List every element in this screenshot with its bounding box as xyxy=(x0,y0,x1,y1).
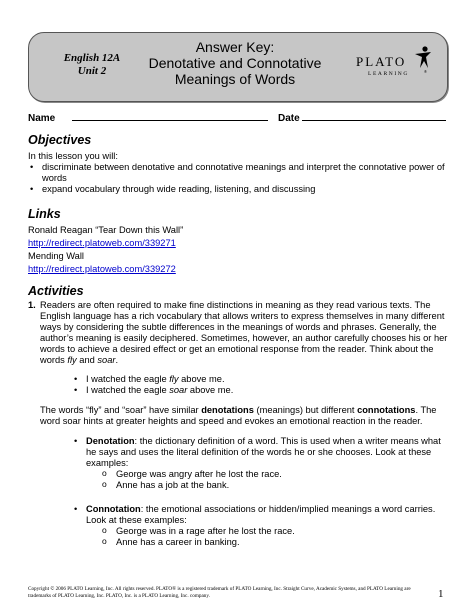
denotation-item: • Denotation: the dictionary definition of a word. This is used when a writer means what he says and uses the literal definition of the words he or she chooses. Look at these examples: o George was angry after he lost the race. o Anne has a job at the bank. xyxy=(72,436,448,491)
date-field[interactable] xyxy=(278,111,446,124)
objectives-intro: In this lesson you will: xyxy=(28,151,118,161)
name-line[interactable] xyxy=(72,111,268,121)
registered-mark: ® xyxy=(424,69,427,74)
date-label: Date xyxy=(278,113,300,124)
list-item: • expand vocabulary through wide reading, listening, and discussing xyxy=(28,184,448,195)
title-line-3: Meanings of Words xyxy=(174,71,296,87)
list-item: • I watched the eagle soar above me. xyxy=(72,385,448,396)
page-number: 1 xyxy=(438,588,444,600)
denotation-examples xyxy=(102,469,448,491)
links-section xyxy=(28,207,448,276)
course-name: English 12A xyxy=(63,52,121,64)
activity-paragraph-1: Readers are often required to make fine distinctions in meaning as they read various texts. The English language has a rich vocabulary that allows writers to express themselves in many different ways by considering the subtle differences in the meanings of words and phrases. Generally, the author’s meaning is easily deciphered. Sometimes, however, an author carefully chooses his or her words to achieve a desired effect or get an emotional response from the reader. Think about the words fly and soar. xyxy=(40,300,448,365)
name-label: Name xyxy=(28,113,56,124)
logo-sub-text: LEARNING xyxy=(368,71,409,77)
link-title: Mending Wall xyxy=(28,251,84,261)
name-field[interactable] xyxy=(28,111,268,124)
link-title: Ronald Reagan “Tear Down this Wall” xyxy=(28,225,184,235)
plato-logo xyxy=(356,44,434,84)
objectives-section xyxy=(28,133,448,195)
link-url[interactable]: http://redirect.platoweb.com/339272 xyxy=(28,264,176,274)
unit-name: Unit 2 xyxy=(77,65,107,77)
activities-section xyxy=(28,284,448,548)
course-label xyxy=(52,52,132,78)
star-person-icon xyxy=(414,44,432,70)
activities-heading: Activities xyxy=(28,284,84,298)
list-item: o Anne has a career in banking. xyxy=(102,537,448,548)
connotation-examples xyxy=(102,526,448,548)
list-item: • discriminate between denotative and connotative meanings and interpret the connotative power of words xyxy=(28,162,448,184)
objectives-list xyxy=(28,162,448,195)
activity-paragraph-2: The words “fly” and “soar” have similar denotations (meanings) but different connotations. The word soar hints at greater heights and speed and evokes an emotional reaction in the reader. xyxy=(40,405,437,426)
logo-main-text: PLATO xyxy=(356,54,407,69)
objectives-heading: Objectives xyxy=(28,133,92,147)
list-item: • I watched the eagle fly above me. xyxy=(72,374,448,385)
title-line-2: Denotative and Connotative xyxy=(148,55,322,71)
title-line-1: Answer Key: xyxy=(195,39,275,55)
example-list xyxy=(72,374,448,396)
copyright-footer: Copyright © 2006 PLATO Learning, Inc. All rights reserved. PLATO® is a registered trademark of PLATO Learning, Inc. Straight Curve, Academic Systems, and PLATO Learning are trademarks of PLATO Learning, Inc. PLATO, Inc. is a PLATO Learning, Inc. company. xyxy=(28,586,411,599)
connotation-item: • Connotation: the emotional associations or hidden/implied meanings a word carries. Look at these examples: o George was in a rage after he lost the race. o Anne has a career in banking. xyxy=(72,504,448,548)
links-heading: Links xyxy=(28,207,61,221)
list-item: o George was angry after he lost the race. xyxy=(102,469,448,480)
connotation-list xyxy=(72,504,448,548)
link-url[interactable]: http://redirect.platoweb.com/339271 xyxy=(28,238,176,248)
page-title xyxy=(140,39,330,87)
denotation-list xyxy=(72,436,448,491)
activity-number: 1. xyxy=(28,300,36,310)
list-item: o George was in a rage after he lost the race. xyxy=(102,526,448,537)
list-item: o Anne has a job at the bank. xyxy=(102,480,448,491)
activity-item xyxy=(28,300,448,548)
date-line[interactable] xyxy=(302,111,446,121)
